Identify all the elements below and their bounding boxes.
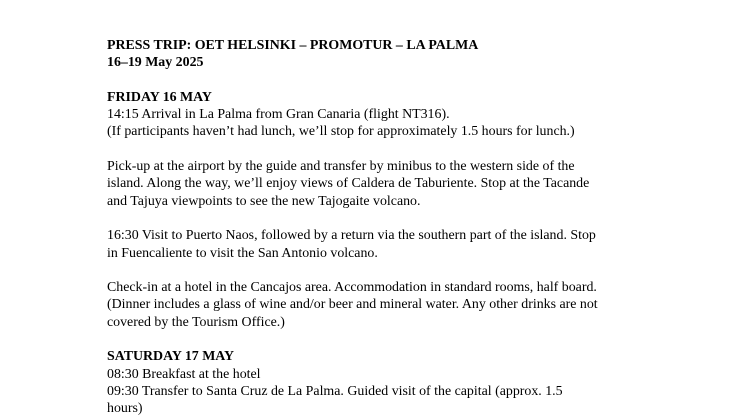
- friday-checkin-line: (Dinner includes a glass of wine and/or beer and mineral water. Any other drinks are not: [107, 297, 598, 313]
- saturday-transfer-line: 09:30 Transfer to Santa Cruz de La Palma. Guided visit of the capital (approx. 1.5: [107, 383, 563, 399]
- document-page: [107, 37, 667, 418]
- saturday-heading: SATURDAY 17 MAY: [107, 349, 235, 365]
- friday-pickup-line: island. Along the way, we’ll enjoy views of Caldera de Taburiente. Stop at the Tacande: [107, 176, 590, 192]
- friday-checkin-line: covered by the Tourism Office.): [107, 314, 285, 330]
- friday-heading: FRIDAY 16 MAY: [107, 89, 212, 105]
- friday-naos-line: 16:30 Visit to Puerto Naos, followed by a return via the southern part of the island. Stop: [107, 228, 596, 244]
- friday-naos-line: in Fuencaliente to visit the San Antonio volcano.: [107, 245, 378, 261]
- spacer: [107, 210, 667, 227]
- document-dates: 16–19 May 2025: [107, 55, 204, 71]
- saturday-breakfast-line: 08:30 Breakfast at the hotel: [107, 366, 261, 382]
- spacer: [107, 72, 667, 89]
- spacer: [107, 331, 667, 348]
- document-title: PRESS TRIP: OET HELSINKI – PROMOTUR – LA PALMA: [107, 38, 479, 53]
- friday-pickup-line: and Tajuya viewpoints to see the new Tajogaite volcano.: [107, 193, 421, 209]
- friday-arrival-line: 14:15 Arrival in La Palma from Gran Canaria (flight NT316).: [107, 107, 450, 123]
- friday-pickup-line: Pick-up at the airport by the guide and transfer by minibus to the western side of the: [107, 159, 575, 175]
- friday-arrival-note: (If participants haven’t had lunch, we’ll stop for approximately 1.5 hours for lunch.): [107, 124, 575, 140]
- saturday-transfer-line: hours): [107, 401, 143, 417]
- spacer: [107, 262, 667, 279]
- friday-checkin-line: Check-in at a hotel in the Cancajos area. Accommodation in standard rooms, half board.: [107, 280, 597, 296]
- spacer: [107, 141, 667, 158]
